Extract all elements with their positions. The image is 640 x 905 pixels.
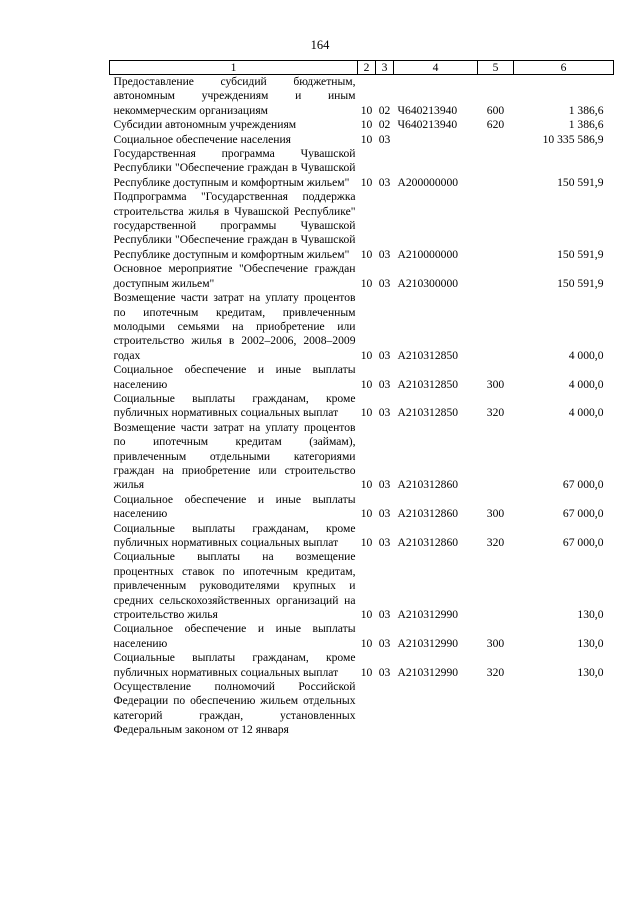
row-amount: 150 591,9 (557, 175, 604, 189)
row-name: Социальные выплаты на возмещение процентных ставок по ипотечным кредитам, привлеченным руководителями крупных и средних сельскохозяйственных организаций на строительство жилья (113, 550, 356, 622)
table-row (110, 622, 614, 651)
page-number: 164 (310, 38, 330, 52)
row-target-article: A210312860 (397, 536, 459, 549)
row-subsection (376, 680, 394, 738)
row-expense-type (478, 550, 514, 622)
budget-table (109, 60, 614, 738)
row-section: 10 (360, 348, 373, 362)
header-row (110, 61, 614, 75)
row-name: Социальные выплаты гражданам, кроме публичных нормативных социальных выплат (113, 521, 356, 549)
row-section: 10 (360, 132, 373, 146)
row-name: Возмещение части затрат на уплату процентов по ипотечным кредитам, привлеченным молодыми семьями на приобретение или строительство жилья в 2002–2006, 2008–2009 годах (113, 291, 356, 362)
row-amount: 130,0 (577, 608, 604, 622)
row-expense-type (478, 147, 514, 190)
row-amount: 4 000,0 (568, 348, 604, 362)
row-name: Социальное обеспечение и иные выплаты населению (113, 363, 356, 391)
row-target-article: A210312850 (397, 348, 459, 362)
row-expense-type: 600 (486, 103, 505, 117)
row-expense-type: 300 (486, 636, 505, 650)
row-subsection: 03 (378, 175, 391, 189)
row-section: 10 (360, 247, 373, 261)
row-expense-type: 320 (486, 665, 505, 679)
row-target-article: A210312850 (397, 406, 459, 420)
row-name: Социальное обеспечение и иные выплаты населению (113, 492, 356, 521)
table-header (110, 61, 614, 75)
row-expense-type (478, 421, 514, 493)
row-name: Осуществление полномочий Российской Федерации по обеспечению жильем отдельных категорий граждан, установленных Федеральным законом от 12 января (113, 680, 356, 737)
row-expense-type (478, 190, 514, 262)
row-amount: 67 000,0 (562, 478, 604, 492)
table-row (110, 133, 614, 147)
row-target-article: Ч640213940 (397, 103, 458, 117)
row-amount: 130,0 (577, 665, 604, 679)
row-name: Предоставление субсидий бюджетным, автономным учреждениям и иным некоммерческим организациям (113, 75, 356, 117)
row-section: 10 (360, 175, 373, 189)
row-section: 10 (360, 608, 373, 622)
column-header-6: 6 (514, 61, 614, 75)
row-name: Подпрограмма "Государственная поддержка строительства жилья в Чувашской Республике" государственной программы Чувашской Республики "Обеспечение граждан в Чувашской Республике доступным и комфортным жильем" (113, 190, 356, 261)
row-name: Социальное обеспечение и иные выплаты населению (113, 622, 356, 650)
row-section: 10 (360, 377, 373, 391)
column-header-2: 2 (358, 61, 376, 75)
row-target-article: A210312850 (397, 377, 459, 391)
row-expense-type: 300 (486, 507, 505, 521)
row-subsection: 02 (378, 103, 391, 117)
table-row (110, 392, 614, 421)
row-expense-type: 320 (486, 536, 505, 549)
row-target-article (394, 133, 478, 147)
row-name: Субсидии автономным учреждениям (113, 118, 297, 132)
row-expense-type: 620 (486, 118, 505, 132)
row-amount: 4 000,0 (568, 406, 604, 420)
row-section: 10 (360, 636, 373, 650)
row-target-article: A210312990 (397, 665, 459, 679)
column-header-4: 4 (394, 61, 478, 75)
row-expense-type (478, 680, 514, 738)
row-name: Социальные выплаты гражданам, кроме публичных нормативных социальных выплат (113, 651, 356, 679)
row-amount (514, 680, 614, 738)
row-amount: 4 000,0 (568, 377, 604, 391)
row-section: 10 (360, 276, 373, 290)
row-section: 10 (360, 118, 373, 132)
row-expense-type (478, 133, 514, 147)
column-header-5: 5 (478, 61, 514, 75)
row-subsection: 03 (378, 247, 391, 261)
table-row (110, 522, 614, 551)
row-subsection: 03 (378, 608, 391, 622)
table-row (110, 493, 614, 522)
table-row (110, 262, 614, 291)
table-row (110, 118, 614, 132)
row-section: 10 (360, 103, 373, 117)
row-amount: 150 591,9 (557, 276, 604, 290)
row-section: 10 (360, 478, 373, 492)
row-amount: 67 000,0 (562, 507, 604, 521)
row-name: Социальные выплаты гражданам, кроме публичных нормативных социальных выплат (113, 391, 356, 420)
row-section: 10 (360, 665, 373, 679)
row-subsection: 03 (378, 665, 391, 679)
row-name: Основное мероприятие "Обеспечение граждан доступным жильем" (113, 262, 356, 290)
row-section: 10 (360, 406, 373, 420)
row-target-article (394, 680, 478, 738)
column-header-3: 3 (376, 61, 394, 75)
row-target-article: A210312990 (397, 636, 459, 650)
row-section (358, 680, 376, 738)
row-expense-type (478, 262, 514, 291)
table-row (110, 550, 614, 622)
table-row (110, 291, 614, 363)
row-subsection: 03 (378, 348, 391, 362)
row-amount: 10 335 586,9 (542, 132, 604, 146)
row-subsection: 03 (378, 507, 391, 521)
row-subsection: 02 (378, 118, 391, 132)
row-subsection: 03 (378, 536, 391, 549)
row-subsection: 03 (378, 478, 391, 492)
row-subsection: 03 (378, 377, 391, 391)
row-section: 10 (360, 536, 373, 549)
row-section: 10 (360, 507, 373, 521)
row-target-article: A210312860 (397, 478, 459, 492)
row-expense-type: 320 (486, 406, 505, 420)
row-subsection: 03 (378, 276, 391, 290)
row-amount: 150 591,9 (557, 247, 604, 261)
row-amount: 130,0 (577, 636, 604, 650)
row-expense-type (478, 291, 514, 363)
row-amount: 67 000,0 (562, 536, 604, 549)
row-name: Государственная программа Чувашской Республики "Обеспечение граждан в Чувашской Республике доступным и комфортным жильем" (113, 147, 356, 189)
row-subsection: 03 (378, 132, 391, 146)
row-name: Возмещение части затрат на уплату процентов по ипотечным кредитам (займам), привлеченным отдельными категориями граждан на приобретение или строительство жилья (113, 420, 356, 492)
table-row (110, 651, 614, 680)
table-row (110, 190, 614, 262)
table-row (110, 680, 614, 738)
row-subsection: 03 (378, 636, 391, 650)
row-target-article: Ч640213940 (397, 118, 458, 132)
column-header-1: 1 (110, 61, 358, 75)
table-row (110, 421, 614, 493)
table-row (110, 147, 614, 190)
row-target-article: A210000000 (397, 247, 459, 261)
row-amount: 1 386,6 (568, 118, 604, 132)
row-target-article: A200000000 (397, 175, 459, 189)
table-body (110, 75, 614, 738)
row-subsection: 03 (378, 406, 391, 420)
table-row (110, 363, 614, 392)
table-row (110, 75, 614, 119)
row-target-article: A210312990 (397, 608, 459, 622)
row-expense-type: 300 (486, 377, 505, 391)
row-amount: 1 386,6 (568, 103, 604, 117)
row-target-article: A210312860 (397, 507, 459, 521)
row-target-article: A210300000 (397, 276, 459, 290)
row-name: Социальное обеспечение населения (113, 132, 292, 146)
